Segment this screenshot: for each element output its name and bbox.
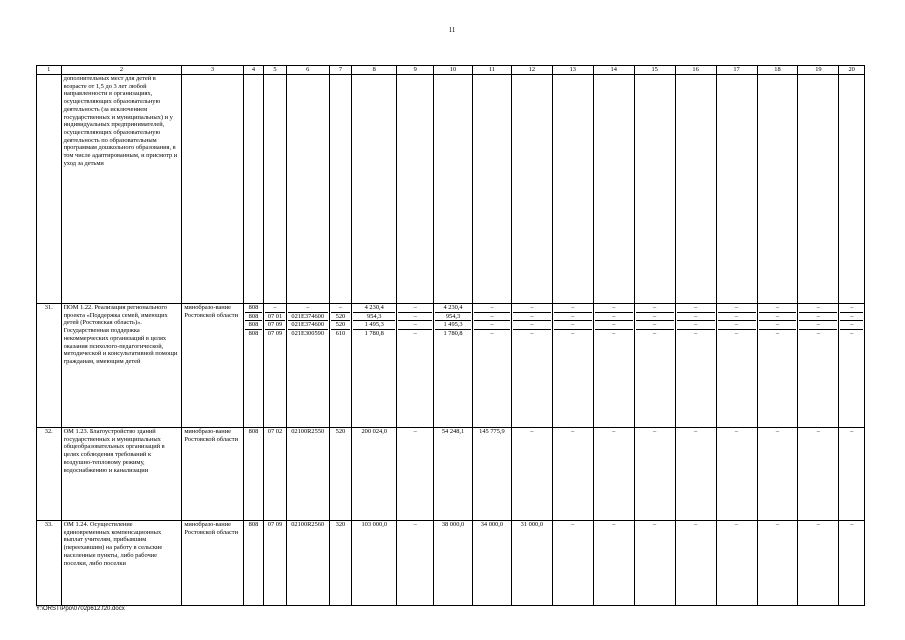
sub-value: 808 — [248, 428, 259, 435]
sub-value: – — [595, 321, 633, 330]
value-cell-c11 — [472, 304, 511, 428]
value-cell-c17 — [716, 521, 757, 606]
value-cell-c8 — [352, 428, 397, 521]
sub-value: – — [595, 304, 633, 313]
row-executor-cell: минобразо-вание Ростовской области — [182, 428, 243, 521]
sub-value: – — [288, 304, 328, 313]
budget-table — [36, 65, 865, 606]
sub-value: 1 780,8 — [364, 330, 384, 338]
sub-value: 4 230,4 — [353, 304, 395, 313]
sub-value: – — [850, 428, 854, 435]
sub-value: 34 000,0 — [480, 521, 504, 528]
table-row — [37, 521, 865, 606]
sub-value: – — [331, 304, 351, 313]
sub-value: 103 000,0 — [361, 521, 388, 528]
value-cell-c6 — [286, 304, 329, 428]
sub-value: 520 — [331, 313, 351, 322]
column-header-2: 2 — [61, 66, 182, 75]
sub-value: – — [850, 521, 854, 528]
sub-value: – — [677, 313, 715, 322]
value-cell-c14 — [593, 428, 634, 521]
empty-cell — [352, 75, 397, 304]
value-cell-c8 — [352, 521, 397, 606]
value-cell-c10 — [434, 304, 473, 428]
sub-value: – — [490, 330, 494, 338]
row-executor-cell: минобразо-вание Ростовской области — [182, 304, 243, 428]
empty-cell — [243, 75, 263, 304]
sub-value: – — [718, 321, 756, 330]
sub-value: – — [595, 313, 633, 322]
empty-cell — [552, 75, 593, 304]
sub-value: 54 248,1 — [441, 428, 465, 435]
sub-value: 1 780,8 — [443, 330, 463, 338]
sub-value: – — [677, 321, 715, 330]
sub-value: – — [554, 321, 592, 330]
sub-value: – — [718, 313, 756, 322]
sub-value: – — [734, 330, 739, 338]
sub-value: – — [775, 330, 780, 338]
sub-value: – — [840, 321, 863, 330]
sub-value: 021E300590 — [291, 330, 325, 338]
column-header-20: 20 — [839, 66, 865, 75]
sub-value: – — [571, 330, 575, 338]
empty-cell — [472, 75, 511, 304]
column-header-18: 18 — [757, 66, 798, 75]
sub-value: – — [759, 313, 797, 322]
column-header-14: 14 — [593, 66, 634, 75]
value-cell-c4 — [243, 428, 263, 521]
value-cell-c19 — [798, 428, 839, 521]
column-header-8: 8 — [352, 66, 397, 75]
value-cell-c15 — [634, 521, 675, 606]
row-number-cell: 31. — [37, 304, 62, 428]
sub-value: – — [850, 330, 854, 338]
sub-value: 954,3 — [435, 313, 471, 322]
sub-value: – — [612, 521, 616, 528]
sub-value: 200 024,0 — [361, 428, 388, 435]
empty-cell — [675, 75, 716, 304]
value-cell-c18 — [757, 304, 798, 428]
sub-value: – — [474, 313, 510, 322]
sub-value: 808 — [248, 330, 259, 338]
empty-cell — [716, 75, 757, 304]
value-cell-c20 — [839, 304, 865, 428]
empty-cell — [634, 75, 675, 304]
sub-value: 320 — [335, 521, 346, 528]
sub-value: – — [554, 304, 592, 313]
value-cell-c17 — [716, 304, 757, 428]
value-cell-c5 — [264, 304, 287, 428]
sub-value: 021E374600 — [288, 313, 328, 322]
sub-value: – — [398, 313, 432, 322]
value-cell-c7 — [329, 428, 352, 521]
column-header-3: 3 — [182, 66, 243, 75]
sub-value: – — [693, 428, 698, 435]
value-cell-c13 — [552, 428, 593, 521]
sub-value: – — [718, 304, 756, 313]
column-header-6: 6 — [286, 66, 329, 75]
value-cell-c5 — [264, 521, 287, 606]
value-cell-c17 — [716, 428, 757, 521]
value-cell-c14 — [593, 521, 634, 606]
sub-value: – — [513, 304, 551, 313]
value-cell-c16 — [675, 428, 716, 521]
sub-value: – — [734, 428, 739, 435]
value-cell-c11 — [472, 428, 511, 521]
value-cell-c12 — [511, 304, 552, 428]
sub-value: 808 — [248, 521, 259, 528]
value-cell-c12 — [511, 521, 552, 606]
sub-value: 808 — [245, 321, 262, 330]
sub-value: 808 — [245, 304, 262, 313]
column-header-7: 7 — [329, 66, 352, 75]
row-executor-cell: минобразо-вание Ростовской области — [182, 521, 243, 606]
sub-value: – — [530, 428, 534, 435]
empty-cell — [329, 75, 352, 304]
table-row — [37, 75, 865, 304]
row-name-cell: ОМ 1.24. Осуществление единовременных компенсационных выплат учителям, прибывшим (переехавшим) на работу в сельские населенные пункты, либо рабочие поселки, либо поселки — [61, 521, 182, 606]
empty-cell — [434, 75, 473, 304]
value-cell-c9 — [397, 428, 434, 521]
sub-value: 1 495,3 — [435, 321, 471, 330]
row-name-cell: дополнительных мест для детей в возрасте от 1,5 до 3 лет любой направленности в организациях, осуществляющих образовательную деятельность (за исключением государственных и муниципальных) и у индивидуальных предпринимателей, осуществляющих образовательную деятельность по образовательным программам дошкольного образования, в том числе адаптированным, и присмотр и уход за детьми — [61, 75, 182, 304]
column-header-10: 10 — [434, 66, 473, 75]
page-number: 11 — [448, 26, 456, 34]
value-cell-c14 — [593, 304, 634, 428]
sub-value: – — [530, 330, 534, 338]
sub-value: – — [759, 304, 797, 313]
value-cell-c4 — [243, 304, 263, 428]
sub-value: – — [513, 321, 551, 330]
sub-value: – — [734, 521, 739, 528]
column-header-4: 4 — [243, 66, 263, 75]
sub-value: – — [840, 313, 863, 322]
table-row — [37, 304, 865, 428]
sub-value: 954,3 — [353, 313, 395, 322]
value-cell-c18 — [757, 521, 798, 606]
value-cell-c7 — [329, 304, 352, 428]
sub-value: – — [693, 330, 698, 338]
column-header-1: 1 — [37, 66, 62, 75]
value-cell-c19 — [798, 304, 839, 428]
row-number-cell: 33. — [37, 521, 62, 606]
value-cell-c12 — [511, 428, 552, 521]
empty-cell — [839, 75, 865, 304]
sub-value: 610 — [335, 330, 346, 338]
sub-value: 07 02 — [267, 428, 283, 435]
sub-value: 520 — [335, 428, 346, 435]
sub-value: 145 775,9 — [479, 428, 505, 435]
empty-cell — [757, 75, 798, 304]
sub-value: – — [571, 428, 575, 435]
sub-value: 021E374600 — [288, 321, 328, 330]
sub-value: 07 09 — [265, 321, 285, 330]
column-header-9: 9 — [397, 66, 434, 75]
sub-value: – — [799, 321, 837, 330]
empty-cell — [511, 75, 552, 304]
empty-cell — [593, 75, 634, 304]
value-cell-c9 — [397, 304, 434, 428]
sub-value: 02100R2560 — [291, 521, 325, 528]
sub-value: – — [398, 304, 432, 313]
header-row — [37, 66, 865, 75]
value-cell-c11 — [472, 521, 511, 606]
value-cell-c7 — [329, 521, 352, 606]
column-header-15: 15 — [634, 66, 675, 75]
sub-value: – — [759, 321, 797, 330]
column-header-19: 19 — [798, 66, 839, 75]
sub-value: – — [571, 521, 575, 528]
sub-value: – — [775, 428, 780, 435]
value-cell-c5 — [264, 428, 287, 521]
column-header-17: 17 — [716, 66, 757, 75]
value-cell-c16 — [675, 521, 716, 606]
row-name-cell: ПОМ 1.22. Реализация регионального проекта «Поддержка семей, имеющих детей (Ростовская область)». Государственная поддержка некоммерческих организаций в целях оказания психолого-педагогической, методической и консультативной помощи гражданам, имеющим детей — [61, 304, 182, 428]
sub-value: – — [816, 330, 820, 338]
row-number-cell: 32. — [37, 428, 62, 521]
sub-value: 07 09 — [267, 330, 283, 338]
sub-value: – — [413, 428, 417, 435]
column-header-11: 11 — [472, 66, 511, 75]
table-row — [37, 428, 865, 521]
sub-value: – — [693, 521, 698, 528]
sub-value: 38 000,0 — [441, 521, 465, 528]
value-cell-c18 — [757, 428, 798, 521]
sub-value: 02100R2550 — [291, 428, 325, 435]
value-cell-c13 — [552, 521, 593, 606]
empty-cell — [37, 75, 62, 304]
sub-value: – — [653, 521, 657, 528]
sub-value: – — [799, 304, 837, 313]
sub-value: – — [474, 304, 510, 313]
value-cell-c19 — [798, 521, 839, 606]
value-cell-c20 — [839, 521, 865, 606]
value-cell-c10 — [434, 428, 473, 521]
sub-value: – — [636, 313, 674, 322]
sub-value: – — [398, 321, 432, 330]
column-header-5: 5 — [264, 66, 287, 75]
sub-value: – — [840, 304, 863, 313]
sub-value: – — [636, 304, 674, 313]
footer-file-path: Y:\ORST\Ppo\0702p612.f20.docx — [36, 606, 125, 612]
value-cell-c6 — [286, 521, 329, 606]
value-cell-c10 — [434, 521, 473, 606]
sub-value: – — [799, 313, 837, 322]
value-cell-c15 — [634, 428, 675, 521]
sub-value: 808 — [245, 313, 262, 322]
sub-value: 1 495,3 — [353, 321, 395, 330]
sub-value: 31 000,0 — [520, 521, 544, 528]
sub-value: – — [816, 521, 820, 528]
sub-value: – — [513, 313, 551, 322]
sub-value: 07 09 — [267, 521, 283, 528]
sub-value: – — [612, 428, 616, 435]
value-cell-c4 — [243, 521, 263, 606]
sub-value: – — [554, 313, 592, 322]
sub-value: – — [413, 521, 417, 528]
empty-cell — [182, 75, 243, 304]
value-cell-c20 — [839, 428, 865, 521]
sub-value: – — [775, 521, 780, 528]
sub-value: – — [653, 330, 657, 338]
column-header-13: 13 — [552, 66, 593, 75]
sub-value: – — [612, 330, 616, 338]
value-cell-c9 — [397, 521, 434, 606]
sub-value: – — [474, 321, 510, 330]
sub-value: – — [265, 304, 285, 313]
sub-value: – — [816, 428, 820, 435]
empty-cell — [264, 75, 287, 304]
sub-value: – — [636, 321, 674, 330]
value-cell-c6 — [286, 428, 329, 521]
empty-cell — [798, 75, 839, 304]
sub-value: 07 01 — [265, 313, 285, 322]
value-cell-c15 — [634, 304, 675, 428]
value-cell-c16 — [675, 304, 716, 428]
sub-value: 520 — [331, 321, 351, 330]
empty-cell — [397, 75, 434, 304]
row-name-cell: ОМ 1.23. Благоустройство зданий государственных и муниципальных общеобразовательных организаций в целях соблюдения требований к воздушно-тепловому режиму, водоснабжению и канализации — [61, 428, 182, 521]
sub-value: – — [413, 330, 417, 338]
value-cell-c8 — [352, 304, 397, 428]
column-header-16: 16 — [675, 66, 716, 75]
sub-value: – — [653, 428, 657, 435]
value-cell-c13 — [552, 304, 593, 428]
sub-value: 4 230,4 — [435, 304, 471, 313]
sub-value: – — [677, 304, 715, 313]
empty-cell — [286, 75, 329, 304]
column-header-12: 12 — [511, 66, 552, 75]
